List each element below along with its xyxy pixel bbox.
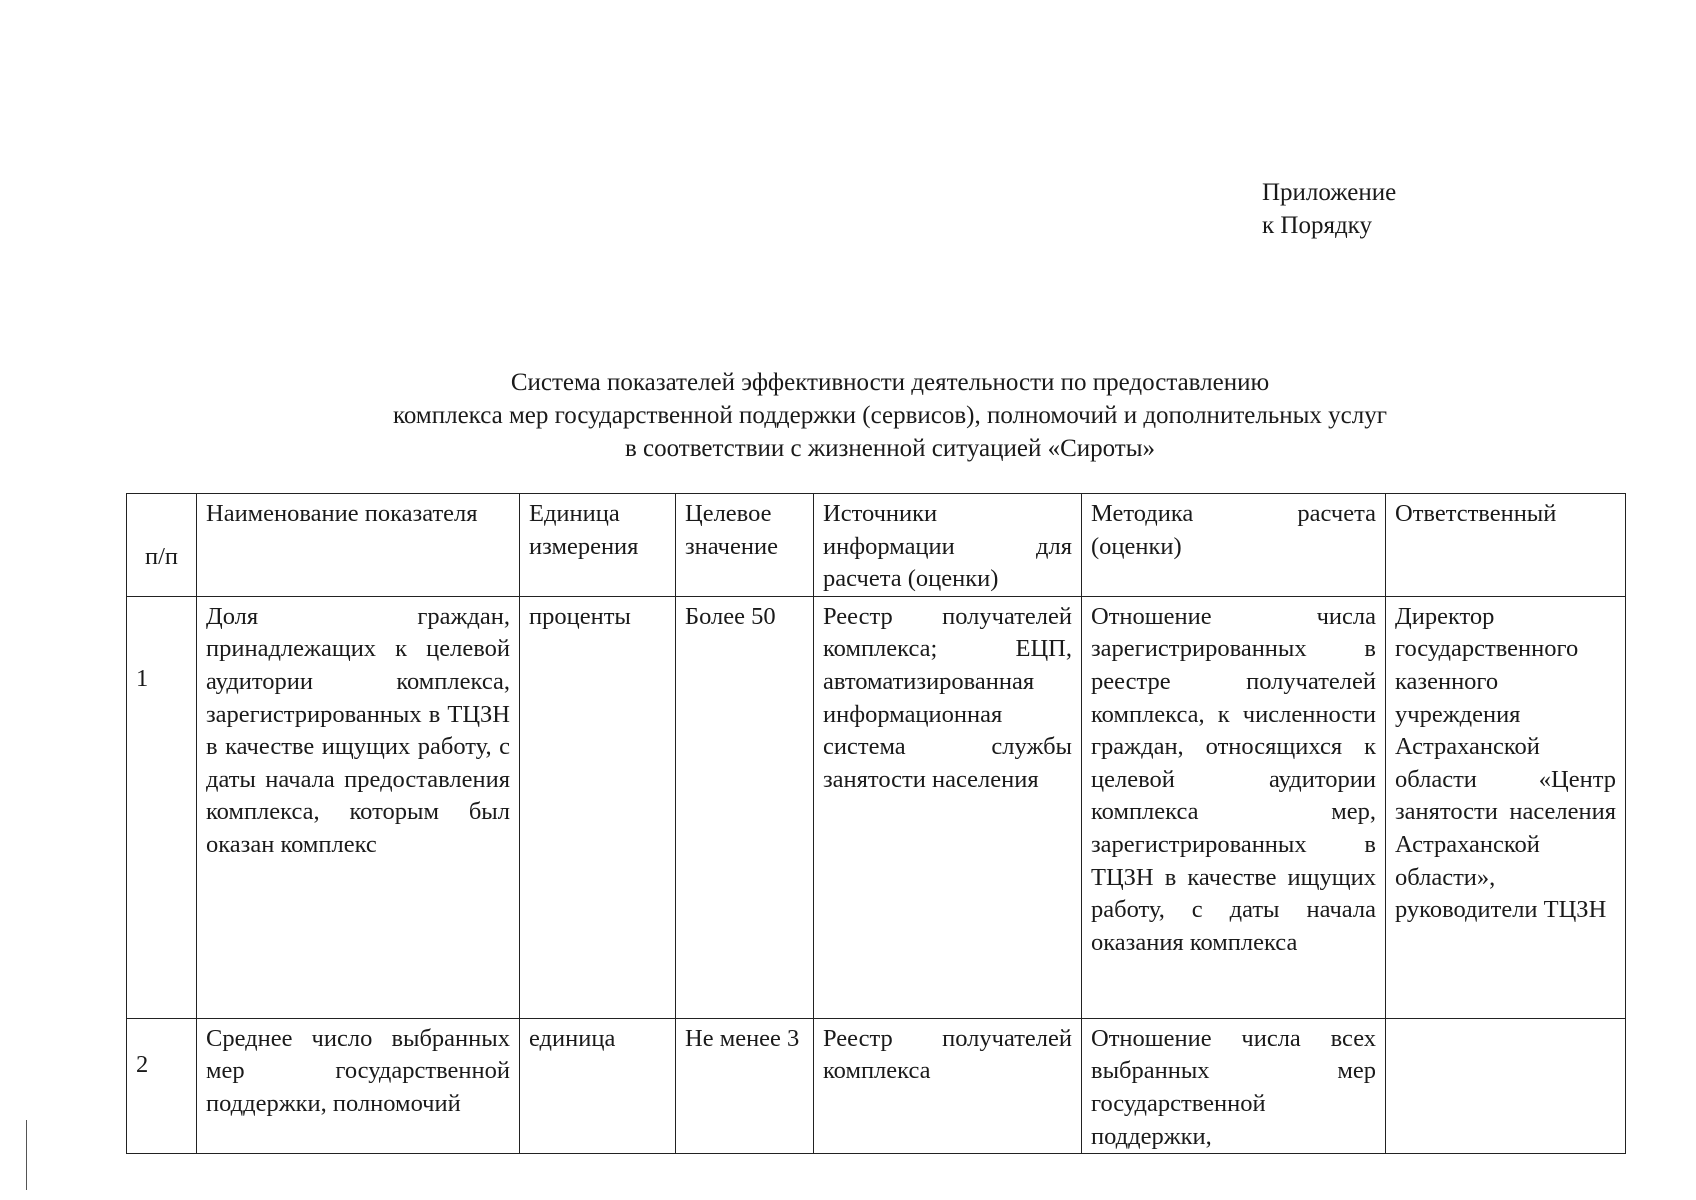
row-2-responsible [1386, 1018, 1626, 1153]
table-header-row [127, 494, 1626, 597]
row-2-name: Среднее число выбранных мер государственной поддержки, полномочий [197, 1018, 520, 1153]
header-responsible: Ответственный [1386, 494, 1626, 597]
row-2-num: 2 [127, 1018, 197, 1153]
indicators-table [126, 493, 1626, 1154]
header-method-line-1: Методика расчета [1091, 500, 1376, 527]
row-2-target: Не менее 3 [676, 1018, 814, 1153]
row-1-target: Более 50 [676, 596, 814, 1018]
header-target: Целевое значение [676, 494, 814, 597]
header-name: Наименование показателя [197, 494, 520, 597]
appendix-line-1: Приложение [1262, 179, 1397, 206]
row-2-sources: Реестр получателей комплекса [814, 1018, 1082, 1153]
scan-margin-mark [26, 1120, 27, 1190]
table-row [127, 596, 1626, 1018]
header-method-line-2: (оценки) [1091, 532, 1182, 560]
row-1-method: Отношение числа зарегистрированных в реестре получателей комплекса, к численности граждан, относящихся к целевой аудитории комплекса мер, зарегистрированных в ТЦЗН в качестве ищущих работу, с даты начала оказания комплекса [1082, 596, 1386, 1018]
title-line-3: в соответствии с жизненной ситуацией «Сироты» [624, 435, 1156, 462]
row-1-responsible: Директор государственного казенного учреждения Астраханской области «Центр занятости населения Астраханской области», руководители ТЦЗН [1386, 596, 1626, 1018]
header-unit: Единица измерения [520, 494, 676, 597]
title-line-2: комплекса мер государственной поддержки (сервисов), полномочий и дополнительных услуг [393, 402, 1387, 429]
header-sources: Источники информации для расчета (оценки) [814, 494, 1082, 597]
row-1-unit: проценты [520, 596, 676, 1018]
appendix-note [1262, 176, 1396, 242]
appendix-line-2: к Порядку [1262, 212, 1372, 239]
row-2-unit: единица [520, 1018, 676, 1153]
header-method [1082, 494, 1386, 597]
row-1-name: Доля граждан, принадлежащих к целевой аудитории комплекса, зарегистрированных в ТЦЗН в качестве ищущих работу, с даты начала предоставления комплекса, которым был оказан комплекс [197, 596, 520, 1018]
header-num: п/п [127, 494, 197, 597]
table-row [127, 1018, 1626, 1153]
row-1-sources: Реестр получателей комплекса; ЕЦП, автоматизированная информационная система службы занятости населения [814, 596, 1082, 1018]
row-2-method: Отношение числа всех выбранных мер государственной поддержки, [1082, 1018, 1386, 1153]
row-1-num: 1 [127, 596, 197, 1018]
title-line-1: Система показателей эффективности деятельности по предоставлению [510, 369, 1270, 396]
document-title [300, 366, 1480, 465]
